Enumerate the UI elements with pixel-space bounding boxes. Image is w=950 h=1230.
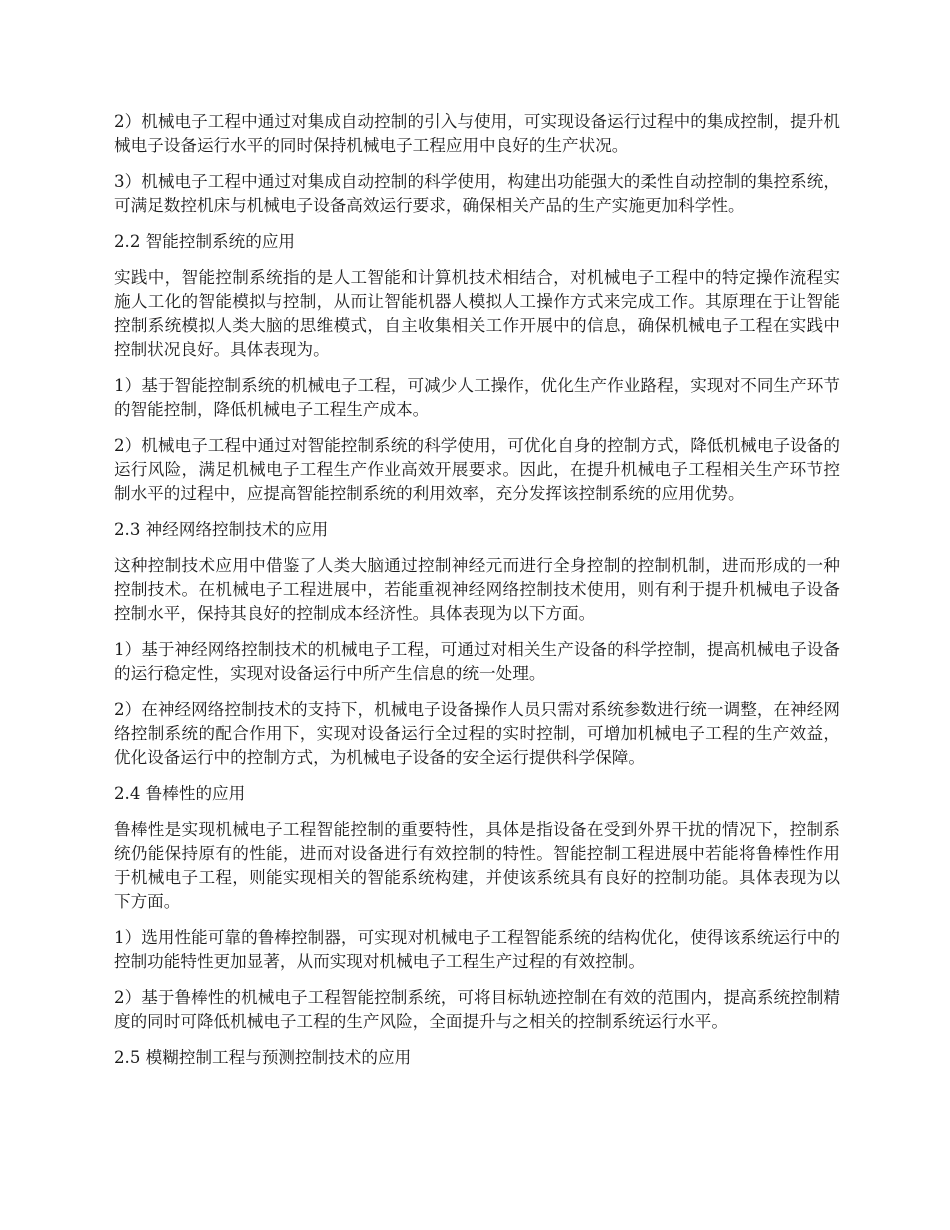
- paragraph-2-4-intro: 鲁棒性是实现机械电子工程智能控制的重要特性，具体是指设备在受到外界干扰的情况下，控制系统仍能保持原有的性能，进而对设备进行有效控制的特性。智能控制工程进展中若能将鲁棒性作用于机械电子工程，则能实现相关的智能系统构建，并使该系统具有良好的控制功能。具体表现为以下方面。: [114, 820, 840, 911]
- paragraph-2-3-intro: 这种控制技术应用中借鉴了人类大脑通过控制神经元而进行全身控制的控制机制，进而形成的一种控制技术。在机械电子工程进展中，若能重视神经网络控制技术使用，则有利于提升机械电子设备控制水平，保持其良好的控制成本经济性。具体表现为以下方面。: [114, 556, 840, 623]
- paragraph-2-4-item-2: 2）基于鲁棒性的机械电子工程智能控制系统，可将目标轨迹控制在有效的范围内，提高系统控制精度的同时可降低机械电子工程的生产风险，全面提升与之相关的控制系统运行水平。: [114, 988, 840, 1031]
- paragraph-2-1-item-3: 3）机械电子工程中通过对集成自动控制的科学使用，构建出功能强大的柔性自动控制的集控系统，可满足数控机床与机械电子设备高效运行要求，确保相关产品的生产实施更加科学性。: [114, 172, 840, 215]
- section-heading-2-4: 2.4 鲁棒性的应用: [114, 784, 246, 803]
- section-heading-2-3: 2.3 神经网络控制技术的应用: [114, 520, 329, 539]
- paragraph-2-1-item-2: 2）机械电子工程中通过对集成自动控制的引入与使用，可实现设备运行过程中的集成控制，提升机械电子设备运行水平的同时保持机械电子工程应用中良好的生产状况。: [114, 112, 840, 155]
- section-heading-2-5: 2.5 模糊控制工程与预测控制技术的应用: [114, 1048, 412, 1067]
- paragraph-2-2-item-1: 1）基于智能控制系统的机械电子工程，可减少人工操作，优化生产作业路程，实现对不同生产环节的智能控制，降低机械电子工程生产成本。: [114, 376, 840, 419]
- section-heading-2-2: 2.2 智能控制系统的应用: [114, 232, 296, 251]
- paragraph-2-4-item-1: 1）选用性能可靠的鲁棒控制器，可实现对机械电子工程智能系统的结构优化，使得该系统运行中的控制功能特性更加显著，从而实现对机械电子工程生产过程的有效控制。: [114, 928, 840, 971]
- paragraph-2-2-intro: 实践中，智能控制系统指的是人工智能和计算机技术相结合，对机械电子工程中的特定操作流程实施人工化的智能模拟与控制，从而让智能机器人模拟人工操作方式来完成工作。其原理在于让智能控制系统模拟人类大脑的思维模式，自主收集相关工作开展中的信息，确保机械电子工程在实践中控制状况良好。具体表现为。: [114, 268, 840, 359]
- paragraph-2-2-item-2: 2）机械电子工程中通过对智能控制系统的科学使用，可优化自身的控制方式，降低机械电子设备的运行风险，满足机械电子工程生产作业高效开展要求。因此，在提升机械电子工程相关生产环节控制水平的过程中，应提高智能控制系统的利用效率，充分发挥该控制系统的应用优势。: [114, 436, 840, 503]
- paragraph-2-3-item-1: 1）基于神经网络控制技术的机械电子工程，可通过对相关生产设备的科学控制，提高机械电子设备的运行稳定性，实现对设备运行中所产生信息的统一处理。: [114, 640, 840, 683]
- paragraph-2-3-item-2: 2）在神经网络控制技术的支持下，机械电子设备操作人员只需对系统参数进行统一调整，在神经网络控制系统的配合作用下，实现对设备运行全过程的实时控制，可增加机械电子工程的生产效益，优化设备运行中的控制方式，为机械电子设备的安全运行提供科学保障。: [114, 700, 840, 767]
- document-body: [114, 110, 840, 1082]
